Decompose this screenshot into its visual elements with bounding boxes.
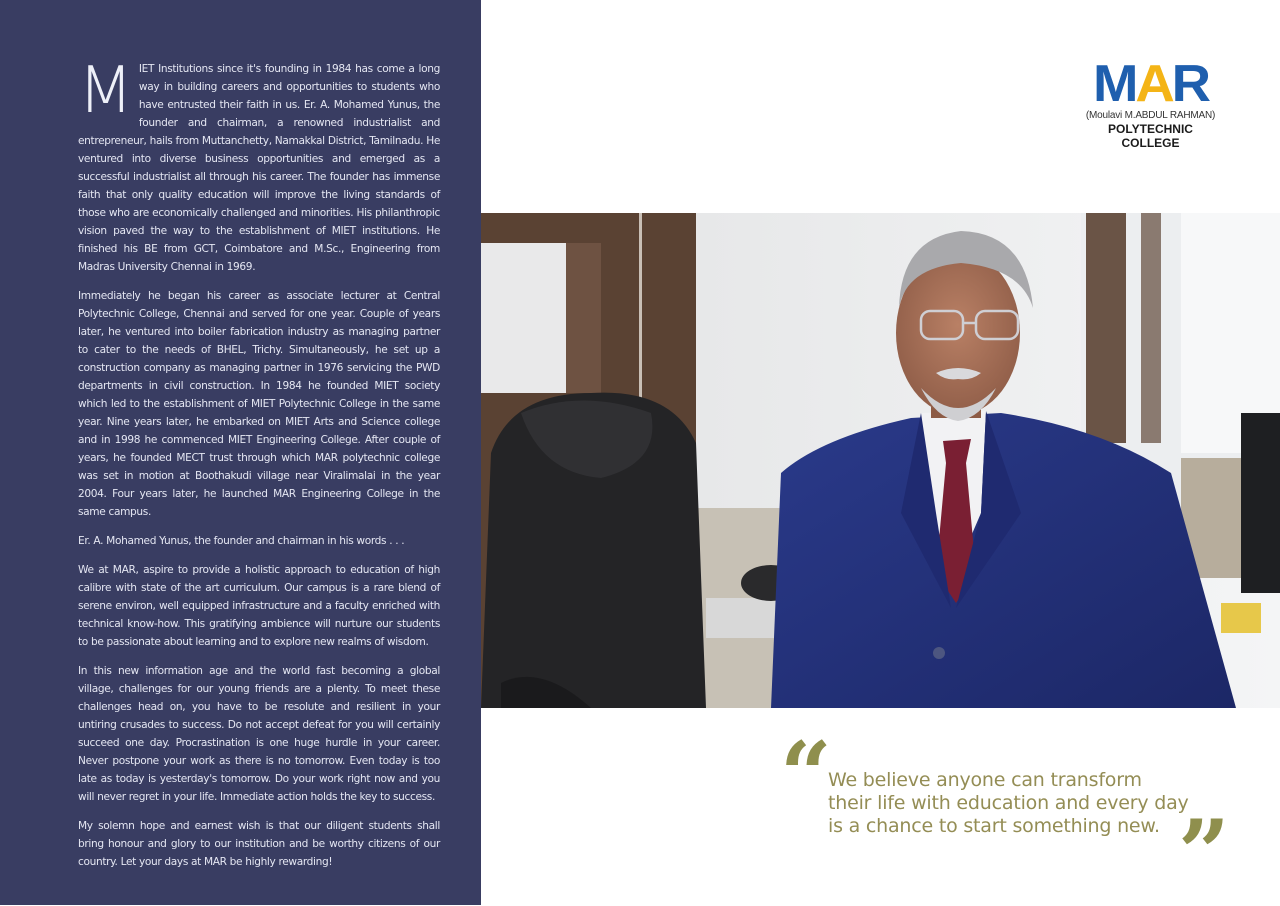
quote-open-mark: “ [780,722,832,828]
paragraph-intro: MIET Institutions since it's founding in 1984 has come a long way in building careers and opportunities to students who have entrusted their faith in us. Er. A. Mohamed Yunus, the founder and chairman, a renowned industrialist and entrepreneur, hails from Muttanchetty, Namakkal District, Tamilnadu. He ventured into diverse business opportunities and emerged as a successful industrialist all through his career. The founder has immense faith that only quality education will improve the living standards of those who are economically challenged and minorities. His philanthropic vision paved the way to the establishment of MIET institutions. He finished his BE from GCT, Coimbatore and M.Sc., Engineering from Madras University Chennai in 1969. [78,54,440,273]
founder-photo [481,213,1280,708]
quote-line: We believe anyone can transform [828,769,1142,791]
biography-text [78,54,440,882]
logo-subtitle: (Moulavi M.ABDUL RAHMAN) [1085,110,1216,121]
college-logo [1078,55,1223,150]
logo-wordmark: MAR [1093,55,1208,113]
paragraph-career: Immediately he began his career as associate lecturer at Central Polytechnic College, Chennai and served for one year. Couple of years later, he ventured into boiler fabrication industry as managing partner to cater to the needs of BHEL, Trichy. Simultaneously, he set up a construction company as managing partner in 1976 servicing the PWD departments in civil construction. In 1984 he founded MIET society which led to the establishment of MIET Polytechnic College in the same year. Nine years later, he embarked on MIET Arts and Science college and in 1998 he commenced MIET Engineering College. After couple of years, he founded MECT trust through which MAR polytechnic college was set in motion at Boothakudi village near Viralimalai in the year 2004. Four years later, he launched MAR Engineering College in the same campus. [78,290,440,518]
paragraph-challenges: In this new information age and the world fast becoming a global village, challenges for our young friends are a plenty. To meet these challenges head on, you have to be resolute and resilient in your untiring crusades to success. Do not accept defeat for you will certainly succeed one day. Procrastination is one huge hurdle in your career. Never postpone your work as there is no tomorrow. Even today is too late as today is yesterday's tomorrow. Do your work right now and you will never regret in your life. Immediate action holds the key to success. [78,665,440,803]
paragraph-closing: My solemn hope and earnest wish is that our diligent students shall bring honour and glory to our institution and be worthy citizens of our country. Let your days at MAR be highly rewarding! [78,820,440,868]
quote-text [828,769,1228,838]
paragraph-aspire: We at MAR, aspire to provide a holistic approach to education of high calibre with state of the art curriculum. Our campus is a rare blend of serene environ, well equipped infrastructure and a faculty enriched with technical know-how. This gratifying ambience will nurture our students to be passionate about learning and to explore new realms of wisdom. [78,564,440,648]
paragraph-words-intro: Er. A. Mohamed Yunus, the founder and chairman in his words . . . [78,535,405,547]
quote-line: is a chance to start something new. [828,815,1160,837]
logo-college-name: POLYTECHNIC COLLEGE [1108,122,1193,150]
biography-panel [0,0,481,905]
drop-cap: M [78,54,133,128]
quote-line: their life with education and every day [828,792,1189,814]
quote-close-mark: ” [1178,800,1230,906]
